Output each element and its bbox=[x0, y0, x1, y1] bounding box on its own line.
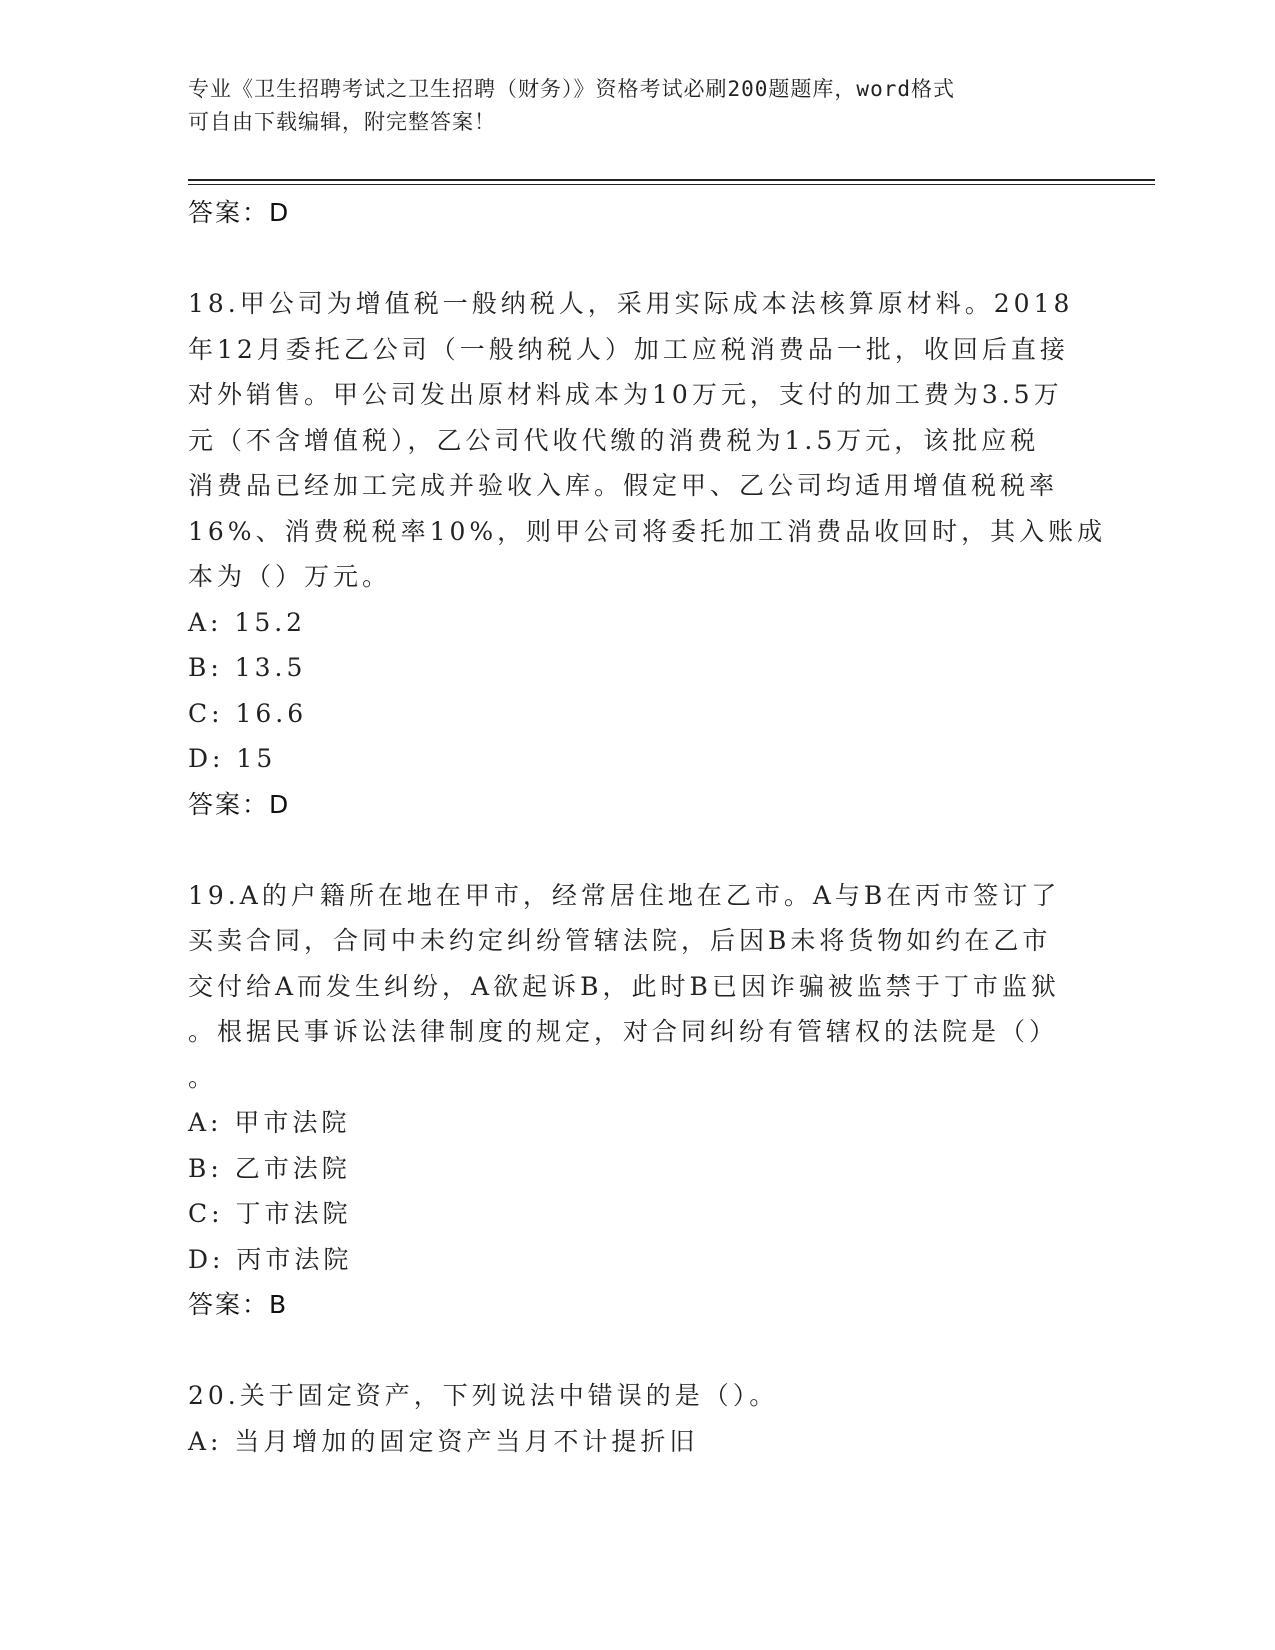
question-text-line: 对外销售。甲公司发出原材料成本为10万元，支付的加工费为3.5万 bbox=[188, 380, 1063, 409]
option-d: D: 15 bbox=[188, 744, 277, 773]
question-text-line: 。根据民事诉讼法律制度的规定，对合同纠纷有管辖权的法院是（） bbox=[188, 1017, 1059, 1046]
question-text-line: 。 bbox=[188, 1062, 218, 1092]
header-line-1: 专业《卫生招聘考试之卫生招聘（财务）》资格考试必刷200题题库，word格式 bbox=[188, 77, 955, 101]
spacer bbox=[188, 235, 1088, 281]
question-text-line: 16%、消费税税率10%，则甲公司将委托加工消费品收回时，其入账成 bbox=[188, 516, 1107, 546]
question-text-line: 18.甲公司为增值税一般纳税人，采用实际成本法核算原材料。2018 bbox=[188, 289, 1074, 318]
header-divider-thin bbox=[188, 184, 1155, 185]
answer-label: 答案：D bbox=[188, 198, 291, 227]
option-b: B: 乙市法院 bbox=[188, 1153, 351, 1183]
question-text-line: 20.关于固定资产，下列说法中错误的是（）。 bbox=[188, 1381, 779, 1410]
option-a: A: 15.2 bbox=[188, 607, 307, 637]
spacer bbox=[188, 827, 1088, 873]
question-text-line: 19.A的户籍所在地在甲市，经常居住地在乙市。A与B在丙市签订了 bbox=[188, 880, 1061, 910]
document-header bbox=[188, 73, 1068, 139]
document-body bbox=[188, 190, 1107, 1464]
option-b: B: 13.5 bbox=[188, 653, 307, 682]
answer-label: 答案：B bbox=[188, 1290, 289, 1319]
option-c: C: 16.6 bbox=[188, 698, 308, 728]
question-text-line: 交付给A而发生纠纷，A欲起诉B，此时B已因诈骗被监禁于丁市监狱 bbox=[188, 971, 1060, 1001]
question-text-line: 元（不含增值税），乙公司代收代缴的消费税为1.5万元，该批应税 bbox=[188, 425, 1040, 455]
answer-label: 答案：D bbox=[188, 789, 291, 819]
option-d: D: 丙市法院 bbox=[188, 1244, 353, 1274]
option-a: A: 当月增加的固定资产当月不计提折旧 bbox=[188, 1426, 699, 1456]
question-text-line: 年12月委托乙公司（一般纳税人）加工应税消费品一批，收回后直接 bbox=[188, 334, 1069, 364]
spacer bbox=[188, 1327, 1088, 1373]
option-c: C: 丁市法院 bbox=[188, 1199, 352, 1228]
question-20 bbox=[188, 1373, 1088, 1419]
question-18 bbox=[188, 281, 1107, 600]
header-line-2: 可自由下载编辑，附完整答案！ bbox=[188, 110, 496, 134]
question-text-line: 消费品已经加工完成并验收入库。假定甲、乙公司均适用增值税税率 bbox=[188, 471, 1059, 500]
option-a: A: 甲市法院 bbox=[188, 1108, 351, 1137]
question-19 bbox=[188, 873, 1088, 1101]
question-text-line: 买卖合同，合同中未约定纠纷管辖法院，后因B未将货物如约在乙市 bbox=[188, 926, 1052, 955]
question-text-line: 本为（）万元。 bbox=[188, 562, 392, 591]
header-divider-thick bbox=[188, 179, 1155, 181]
